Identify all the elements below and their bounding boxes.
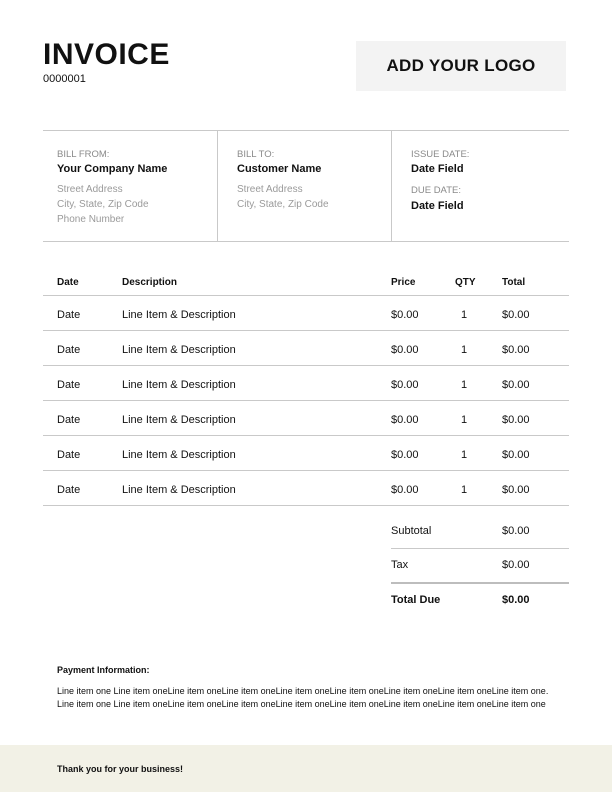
subtotal-row (391, 515, 569, 549)
invoice-title: INVOICE (43, 38, 170, 71)
cell-description: Line Item & Description (122, 344, 236, 356)
cell-date: Date (57, 414, 81, 426)
thank-you-text: Thank you for your business! (57, 764, 184, 774)
table-header (43, 270, 569, 296)
header-total: Total (502, 277, 526, 288)
footer-band (0, 745, 612, 792)
table-row (43, 366, 569, 401)
cell-qty: 1 (461, 309, 468, 321)
total-due-label: Total Due (391, 594, 441, 606)
cell-price: $0.00 (391, 309, 419, 321)
cell-qty: 1 (461, 344, 468, 356)
table-row (43, 401, 569, 436)
customer-street: Street Address (237, 184, 303, 195)
tax-label: Tax (391, 559, 409, 571)
cell-date: Date (57, 484, 81, 496)
bill-from-column (43, 131, 217, 241)
table-row (43, 471, 569, 506)
customer-name: Customer Name (237, 163, 322, 175)
due-date-label: DUE DATE: (411, 185, 461, 196)
table-row (43, 331, 569, 366)
cell-total: $0.00 (502, 449, 530, 461)
due-date-value: Date Field (411, 200, 464, 212)
cell-description: Line Item & Description (122, 414, 236, 426)
bill-to-label: BILL TO: (237, 149, 275, 160)
billing-info-section (43, 130, 569, 242)
company-phone: Phone Number (57, 214, 125, 225)
total-due-value: $0.00 (502, 594, 530, 606)
bill-to-column (217, 131, 392, 241)
cell-date: Date (57, 449, 81, 461)
table-row (43, 296, 569, 331)
issue-date-value: Date Field (411, 163, 464, 175)
issue-date-label: ISSUE DATE: (411, 149, 470, 160)
cell-date: Date (57, 379, 81, 391)
payment-info-title: Payment Information: (57, 665, 150, 675)
table-row (43, 436, 569, 471)
total-due-row (391, 584, 569, 617)
dates-column (391, 131, 570, 241)
cell-date: Date (57, 309, 81, 321)
logo-placeholder[interactable]: ADD YOUR LOGO (356, 41, 566, 91)
totals-section (391, 515, 569, 617)
cell-price: $0.00 (391, 414, 419, 426)
cell-total: $0.00 (502, 484, 530, 496)
cell-description: Line Item & Description (122, 379, 236, 391)
customer-city: City, State, Zip Code (237, 199, 329, 210)
invoice-number: 0000001 (43, 73, 86, 85)
cell-qty: 1 (461, 484, 468, 496)
cell-description: Line Item & Description (122, 484, 236, 496)
header-price: Price (391, 277, 416, 288)
line-items-table (43, 270, 569, 506)
company-city: City, State, Zip Code (57, 199, 149, 210)
cell-qty: 1 (461, 449, 468, 461)
cell-description: Line Item & Description (122, 449, 236, 461)
cell-total: $0.00 (502, 344, 530, 356)
cell-price: $0.00 (391, 344, 419, 356)
header-qty: QTY (455, 277, 476, 288)
bill-from-label: BILL FROM: (57, 149, 110, 160)
company-street: Street Address (57, 184, 123, 195)
cell-date: Date (57, 344, 81, 356)
cell-total: $0.00 (502, 414, 530, 426)
tax-row (391, 549, 569, 584)
cell-price: $0.00 (391, 449, 419, 461)
cell-price: $0.00 (391, 379, 419, 391)
cell-qty: 1 (461, 414, 468, 426)
header-date: Date (57, 277, 79, 288)
cell-qty: 1 (461, 379, 468, 391)
cell-description: Line Item & Description (122, 309, 236, 321)
tax-value: $0.00 (502, 559, 530, 571)
header-description: Description (122, 277, 178, 288)
subtotal-value: $0.00 (502, 525, 530, 537)
payment-info-text: Line item one Line item oneLine item oneLine item oneLine item oneLine item oneLine item oneLine item oneLine item one. Line item one Line item oneLine item oneLine item oneLine item oneLine item oneLine item oneLine item oneLine item one (57, 686, 549, 709)
cell-price: $0.00 (391, 484, 419, 496)
cell-total: $0.00 (502, 309, 530, 321)
company-name: Your Company Name (57, 163, 168, 175)
cell-total: $0.00 (502, 379, 530, 391)
subtotal-label: Subtotal (391, 525, 432, 537)
